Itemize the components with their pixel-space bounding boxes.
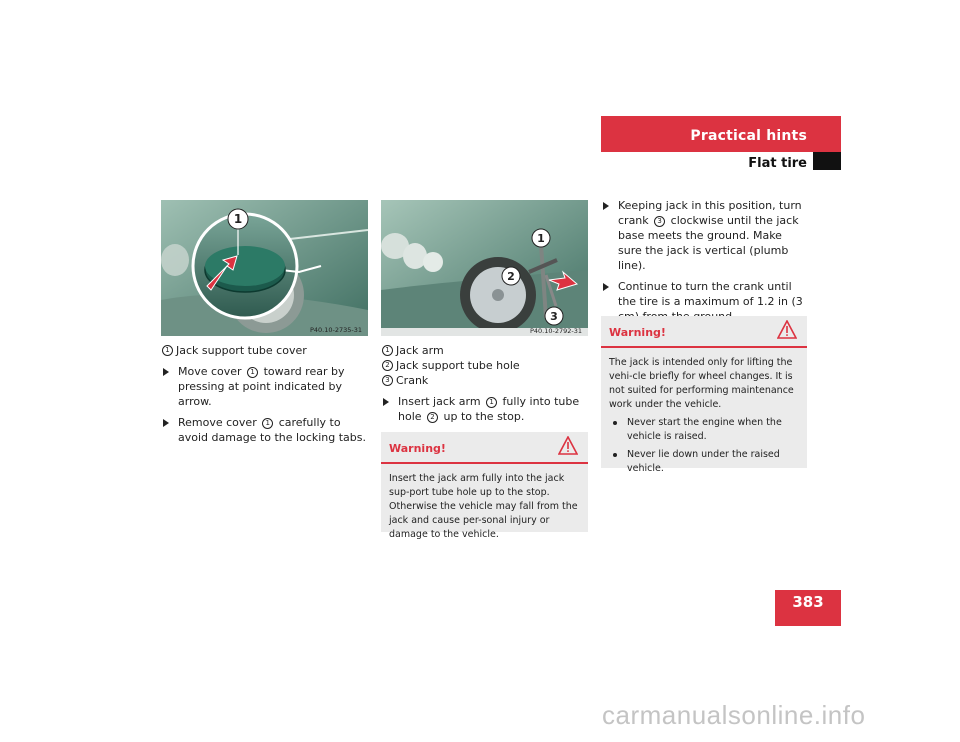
instruction-step [382,394,588,424]
step-text: Move cover [178,365,242,378]
warning-body: Insert the jack arm fully into the jack sup-port tube hole up to the stop. Otherwise the vehicle may fall from the jack and cause per-sonal injury or damage to the vehicle. [389,473,578,540]
legend-text: Crank [396,374,429,387]
legend-item [382,358,588,373]
figure2-callout-1: 1 [537,232,545,245]
step-text: up to the stop. [443,410,525,423]
step-text: Remove cover [178,416,257,429]
step-text: clockwise until the jack base meets the ground. Make sure the jack is vertical (plumb line). [618,214,799,272]
legend-item [162,343,370,358]
warning-bullet: Never start the engine when the vehicle is raised. [609,416,799,444]
step-text: Keeping jack in this position, turn crank [618,199,802,227]
step-ref-number: 1 [486,397,497,408]
legend-number: 2 [382,360,393,371]
legend-item [382,343,588,358]
figure1-callout-1: 1 [233,212,243,226]
figure2-callout-2: 2 [507,270,515,283]
warning-triangle-icon [777,320,797,344]
warning-header [601,316,807,348]
subsection-title: Flat tire [748,156,807,171]
step-arrow-icon [383,398,389,406]
watermark: carmanualsonline.info [602,700,866,730]
figure1-code: P40.10-2735-31 [309,326,362,334]
step-text: toward rear by pressing at point indicated by arrow. [178,365,345,408]
warning-title: Warning! [389,442,446,455]
jack-cover-illustration [161,200,368,336]
legend-number: 1 [382,345,393,356]
section-title: Practical hints [690,128,807,144]
step-text: fully into tube hole [398,395,580,423]
legend-text: Jack support tube cover [176,344,307,357]
legend-text: Jack support tube hole [396,359,520,372]
figure2-code: P40.10-2792-31 [529,327,582,335]
step-ref-number: 2 [427,412,438,423]
jack-insert-illustration [381,200,588,336]
warning-box-jack-arm [381,432,588,540]
step-ref-number: 3 [654,216,665,227]
warning-header [381,432,588,464]
step-arrow-icon [163,368,169,376]
step-ref-number: 1 [247,367,258,378]
figure2-callout-3: 3 [550,310,558,323]
warning-bullet: Never lie down under the raised vehicle. [609,448,799,476]
instruction-step [162,415,370,445]
legend-number: 1 [162,345,173,356]
step-ref-number: 1 [262,418,273,429]
step-arrow-icon [603,202,609,210]
subsection-header [601,152,841,170]
warning-text: The jack is intended only for lifting the vehi-cle briefly for wheel changes. It is not suited for performing maintenance work under the vehicle. [609,357,794,410]
legend-item [382,373,588,388]
section-header [601,116,841,152]
figure-jack-tube-cover [161,200,368,336]
column-2-text [382,343,588,424]
warning-title: Warning! [609,326,666,339]
legend-text: Jack arm [396,344,444,357]
step-arrow-icon [603,283,609,291]
warning-box-jack-usage [601,316,807,474]
column-3-text [602,198,808,324]
column-1-text [162,343,370,445]
step-text: Continue to turn the crank until the tire is a maximum of 1.2 in (3 [618,280,803,308]
instruction-step [162,364,370,409]
warning-body [601,348,807,482]
step-arrow-icon [163,419,169,427]
header-marker [813,152,841,170]
step-text: Insert jack arm [398,395,481,408]
page-number: 383 [775,590,841,626]
instruction-step [602,198,808,273]
warning-triangle-icon [558,436,578,460]
step-text: carefully to avoid damage to the locking tabs. [178,416,367,444]
figure-jack-insert [381,200,588,336]
legend-number: 3 [382,375,393,386]
